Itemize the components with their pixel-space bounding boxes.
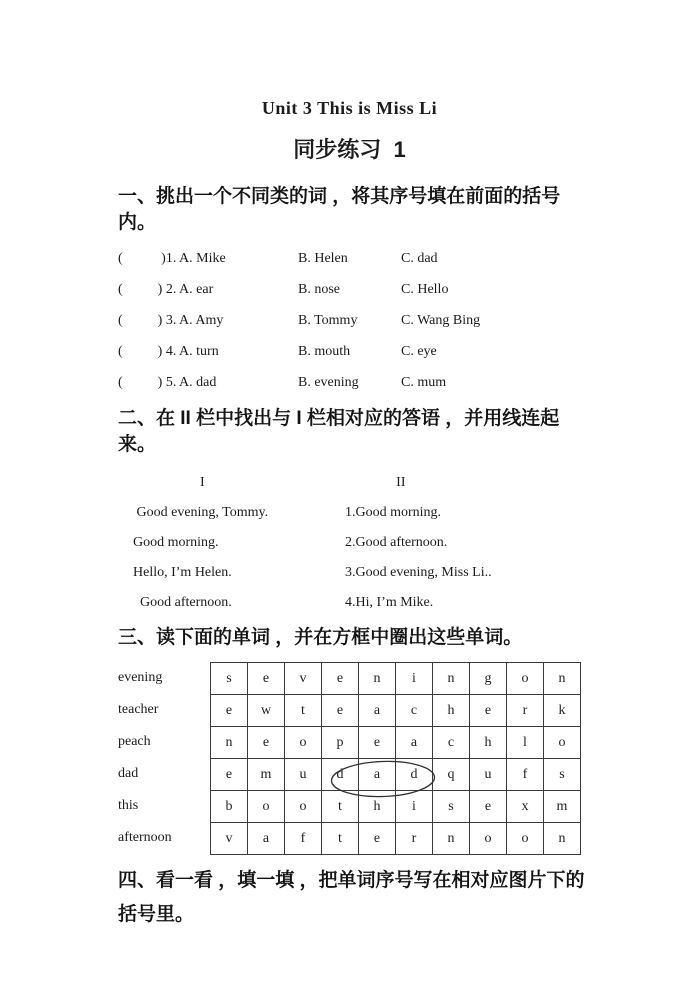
section4-heading-line1: 四、看一看 ，填一填 ，把单词序号写在相对应图片下的 — [118, 870, 585, 891]
word-label: afternoon — [118, 830, 172, 845]
match-right-item: 1.Good morning. — [345, 505, 442, 520]
grid-cell: e — [470, 695, 507, 727]
word-label: this — [118, 798, 139, 813]
question-bracket-and-option-a: ( ) 5. A. dad — [118, 375, 217, 390]
grid-cell: s — [544, 759, 581, 791]
section3-heading: 三、读下面的单词 ，并在方框中圈出这些单词。 — [118, 627, 523, 648]
grid-row — [211, 727, 581, 759]
match-list — [118, 498, 585, 618]
match-row — [118, 498, 585, 528]
match-left-item: Good evening, Tommy. — [133, 505, 269, 520]
section4-heading-line2: 括号里。 — [118, 904, 195, 925]
grid-cell: s — [433, 791, 470, 823]
option-b: B. nose — [298, 282, 340, 297]
option-c: C. Wang Bing — [401, 313, 481, 328]
grid-row — [211, 823, 581, 855]
word-label: evening — [118, 670, 163, 685]
grid-cell: x — [507, 791, 544, 823]
grid-cell: e — [248, 663, 285, 695]
word-search-block — [118, 662, 585, 855]
grid-cell: h — [359, 791, 396, 823]
grid-cell: t — [285, 695, 322, 727]
grid-cell: v — [211, 823, 248, 855]
word-label: dad — [118, 766, 139, 781]
column-ii-header: II — [396, 475, 406, 490]
grid-cell: t — [322, 823, 359, 855]
grid-row — [211, 663, 581, 695]
grid-cell: e — [322, 695, 359, 727]
question-row — [118, 367, 585, 398]
grid-cell: t — [322, 791, 359, 823]
grid-cell: n — [544, 663, 581, 695]
option-b: B. evening — [298, 375, 359, 390]
grid-cell: a — [359, 759, 396, 791]
grid-cell: d — [322, 759, 359, 791]
grid-cell: e — [470, 791, 507, 823]
match-left-item: Good afternoon. — [133, 595, 232, 610]
question-row — [118, 274, 585, 305]
grid-cell: p — [322, 727, 359, 759]
grid-cell: o — [507, 663, 544, 695]
grid-row — [211, 695, 581, 727]
question-bracket-and-option-a: ( ) 4. A. turn — [118, 344, 219, 359]
grid-cell: c — [396, 695, 433, 727]
option-b: B. mouth — [298, 344, 351, 359]
match-right-item: 2.Good afternoon. — [345, 535, 448, 550]
grid-cell: n — [433, 663, 470, 695]
page-subtitle: 同步练习 1 — [293, 137, 406, 162]
grid-cell: o — [470, 823, 507, 855]
section4-heading — [118, 864, 585, 932]
grid-cell: l — [507, 727, 544, 759]
grid-cell: i — [396, 663, 433, 695]
match-row — [118, 528, 585, 558]
grid-cell: i — [396, 791, 433, 823]
column-i-header: I — [200, 475, 205, 490]
question-bracket-and-option-a: ( ) 3. A. Amy — [118, 313, 224, 328]
grid-row — [211, 791, 581, 823]
word-label: teacher — [118, 702, 159, 717]
grid-cell: n — [544, 823, 581, 855]
grid-cell: u — [285, 759, 322, 791]
word-list — [118, 662, 210, 855]
match-column-headers — [118, 468, 585, 498]
grid-cell: f — [507, 759, 544, 791]
grid-cell: e — [322, 663, 359, 695]
grid-cell: r — [396, 823, 433, 855]
grid-cell: o — [544, 727, 581, 759]
question-bracket-and-option-a: ( ) 2. A. ear — [118, 282, 214, 297]
grid-cell: h — [433, 695, 470, 727]
option-b: B. Helen — [298, 251, 348, 266]
grid-cell: e — [248, 727, 285, 759]
section2-heading: 二、在 II 栏中找出与 I 栏相对应的答语 ，并用线连起来。 — [118, 408, 560, 455]
match-row — [118, 558, 585, 588]
grid-cell: u — [470, 759, 507, 791]
grid-cell: r — [507, 695, 544, 727]
grid-cell: o — [285, 791, 322, 823]
grid-cell: o — [248, 791, 285, 823]
grid-cell: o — [285, 727, 322, 759]
page-title: Unit 3 This is Miss Li — [261, 98, 438, 118]
question-row — [118, 243, 585, 274]
grid-cell: d — [396, 759, 433, 791]
grid-cell: a — [359, 695, 396, 727]
letter-grid — [210, 662, 581, 855]
grid-cell: e — [359, 823, 396, 855]
grid-cell: g — [470, 663, 507, 695]
option-b: B. Tommy — [298, 313, 358, 328]
question-bracket-and-option-a: ( )1. A. Mike — [118, 251, 226, 266]
grid-cell: n — [433, 823, 470, 855]
option-c: C. dad — [401, 251, 438, 266]
question-row — [118, 336, 585, 367]
grid-cell: s — [211, 663, 248, 695]
option-c: C. Hello — [401, 282, 449, 297]
match-right-item: 3.Good evening, Miss Li.. — [345, 565, 492, 580]
match-row — [118, 588, 585, 618]
grid-cell: a — [248, 823, 285, 855]
option-c: C. eye — [401, 344, 437, 359]
grid-row — [211, 759, 581, 791]
grid-cell: e — [359, 727, 396, 759]
section1-heading: 一、挑出一个不同类的词 ，将其序号填在前面的括号内。 — [118, 186, 561, 233]
match-right-item: 4.Hi, I’m Mike. — [345, 595, 434, 610]
grid-cell: k — [544, 695, 581, 727]
grid-cell: m — [544, 791, 581, 823]
grid-cell: e — [211, 759, 248, 791]
grid-cell: n — [359, 663, 396, 695]
question-row — [118, 305, 585, 336]
grid-cell: c — [433, 727, 470, 759]
grid-cell: w — [248, 695, 285, 727]
match-left-item: Hello, I’m Helen. — [133, 565, 232, 580]
grid-cell: o — [507, 823, 544, 855]
question-list — [118, 243, 585, 398]
grid-cell: f — [285, 823, 322, 855]
option-c: C. mum — [401, 375, 447, 390]
word-label: peach — [118, 734, 151, 749]
grid-cell: b — [211, 791, 248, 823]
grid-cell: q — [433, 759, 470, 791]
grid-cell: h — [470, 727, 507, 759]
grid-cell: n — [211, 727, 248, 759]
grid-cell: a — [396, 727, 433, 759]
grid-cell: e — [211, 695, 248, 727]
match-left-item: Good morning. — [133, 535, 219, 550]
grid-cell: v — [285, 663, 322, 695]
grid-cell: m — [248, 759, 285, 791]
